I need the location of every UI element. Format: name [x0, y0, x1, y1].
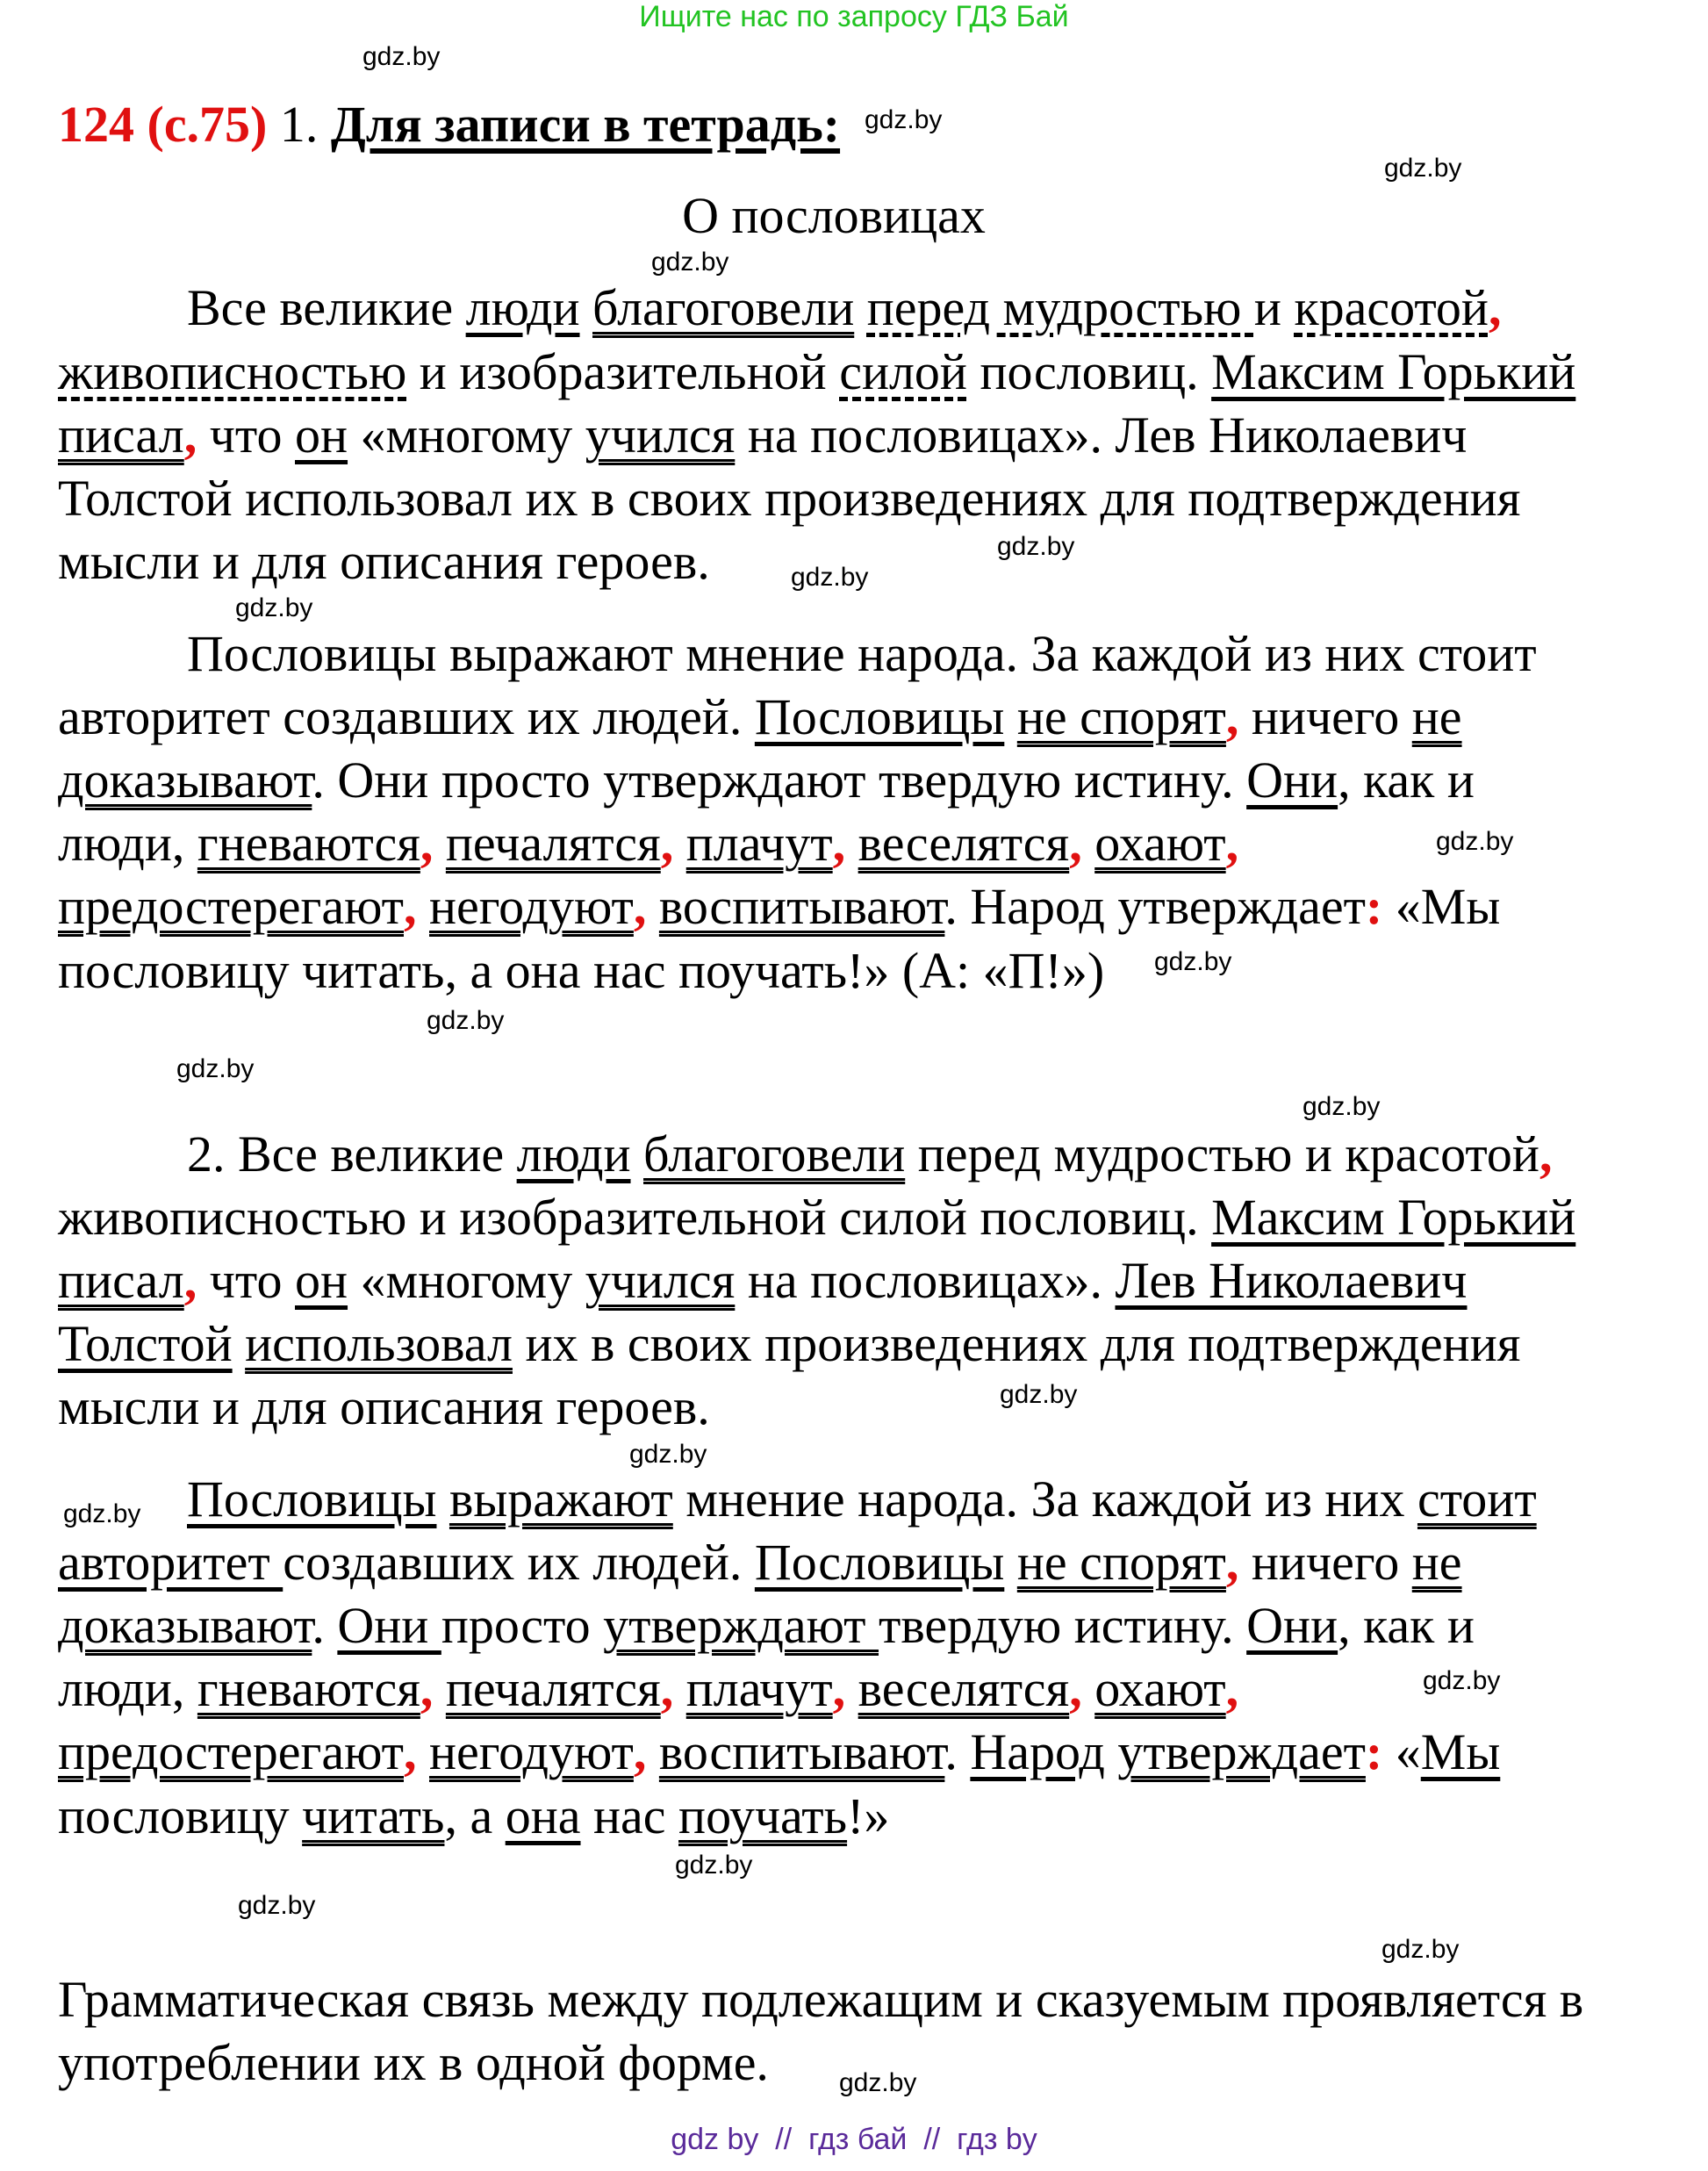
- text-segment: .: [944, 1723, 971, 1780]
- punctuation-mark: ,: [404, 1723, 417, 1780]
- predicate-word: утверждает: [1117, 1723, 1366, 1780]
- paragraph-4-line: [58, 1535, 1462, 1590]
- text-segment: Толстой использовал их в своих произведениях для подтверждения: [58, 470, 1521, 527]
- text-segment: [1082, 1660, 1095, 1717]
- text-segment: мнение народа. За каждой из них: [672, 1470, 1417, 1528]
- predicate-word: предостерегают: [58, 878, 404, 935]
- text-segment: . Народ утверждает: [944, 878, 1366, 935]
- predicate-word: воспитывают: [658, 1723, 945, 1780]
- paragraph-2-line: [58, 944, 1104, 998]
- text-segment: 2. Все великие: [187, 1125, 517, 1183]
- predicate-word: читать: [302, 1787, 445, 1844]
- subject-word: Пословицы: [754, 1534, 1005, 1591]
- text-segment: ничего: [1238, 1534, 1412, 1591]
- predicate-word: воспитывают: [658, 878, 945, 935]
- watermark-text: gdz.by: [1384, 154, 1462, 183]
- predicate-word: охают: [1094, 1660, 1226, 1717]
- predicate-word: доказывают: [58, 1597, 312, 1654]
- watermark-text: gdz.by: [238, 1891, 316, 1920]
- punctuation-mark: ,: [1225, 688, 1239, 745]
- paragraph-1-line: [58, 408, 1467, 463]
- punctuation-mark: ,: [1069, 1660, 1082, 1717]
- paragraph-3-line: [187, 1127, 1552, 1182]
- watermark-text: gdz.by: [1436, 827, 1514, 856]
- punctuation-mark: ,: [183, 1252, 197, 1309]
- text-segment: живописностью и изобразительной силой пословиц.: [58, 1189, 1212, 1246]
- paragraph-4-line: [187, 1472, 1537, 1527]
- subject-word: она: [505, 1787, 581, 1844]
- predicate-word: учился: [585, 406, 736, 464]
- text-segment: !»: [847, 1787, 890, 1844]
- subject-word: Народ: [970, 1723, 1105, 1780]
- text-segment: [646, 1723, 659, 1780]
- text-segment: нас: [580, 1787, 679, 1844]
- text-segment: люди,: [58, 815, 197, 872]
- subject-word: Они: [1246, 1597, 1338, 1654]
- predicate-word: предостерегают: [58, 1723, 404, 1780]
- watermark-text: gdz.by: [1000, 1380, 1078, 1409]
- predicate-word: гневаются: [197, 1660, 420, 1717]
- paragraph-2-line: [187, 627, 1537, 681]
- punctuation-mark: ,: [1225, 1534, 1239, 1591]
- punctuation-mark: ,: [660, 815, 674, 872]
- watermark-text: gdz.by: [1381, 1935, 1460, 1964]
- text-segment: [673, 1660, 686, 1717]
- text-segment: «многому: [348, 406, 585, 464]
- exercise-title: [58, 97, 840, 152]
- text-segment: мысли и для описания героев.: [58, 1378, 710, 1435]
- secondary-member-word: красотой: [1294, 279, 1489, 336]
- watermark-text: gdz.by: [997, 532, 1075, 561]
- text-segment: [1004, 1534, 1017, 1591]
- paragraph-2-line: [58, 753, 1475, 808]
- text-segment: [433, 1660, 446, 1717]
- watermark-text: gdz.by: [427, 1006, 505, 1035]
- subject-word: Лев Николаевич: [1115, 1252, 1468, 1309]
- subject-word: он: [295, 406, 348, 464]
- text-segment: и: [1253, 279, 1295, 336]
- predicate-word: печалятся: [445, 815, 661, 872]
- watermark-text: gdz.by: [651, 248, 729, 277]
- punctuation-mark: ,: [660, 1660, 674, 1717]
- text-segment: [433, 815, 446, 872]
- watermark-text: gdz.by: [362, 42, 441, 71]
- punctuation-mark: :: [1365, 1723, 1383, 1780]
- text-segment: пословицу читать, а она нас поучать!» (А: «П!»): [58, 942, 1105, 999]
- task-number: 1.: [279, 96, 319, 153]
- subject-word: Максим Горький: [1211, 1189, 1576, 1246]
- paragraph-4-line: [58, 1725, 1500, 1779]
- predicate-word: охают: [1094, 815, 1226, 872]
- text-segment: [417, 878, 430, 935]
- paragraph-2-line: [58, 880, 1500, 934]
- paragraph-3-line: [58, 1190, 1575, 1245]
- text-segment: «: [1382, 1723, 1421, 1780]
- text-segment: ничего: [1238, 688, 1412, 745]
- secondary-member-word: живописностью: [58, 343, 407, 400]
- predicate-word: писал: [58, 1252, 184, 1309]
- text-segment: создавших их людей.: [283, 1534, 755, 1591]
- text-segment: [854, 279, 867, 336]
- predicate-word: плачут: [685, 1660, 833, 1717]
- paragraph-1-line: [187, 281, 1501, 335]
- paragraph-4-line: [58, 1662, 1238, 1716]
- punctuation-mark: ,: [404, 878, 417, 935]
- text-segment: пословицу: [58, 1787, 303, 1844]
- predicate-word: стоит: [1417, 1470, 1537, 1528]
- text-segment: [1105, 1723, 1118, 1780]
- predicate-word: негодуют: [429, 878, 634, 935]
- watermark-text: gdz.by: [176, 1054, 255, 1083]
- text-segment: . Они просто утверждают твердую истину.: [312, 751, 1247, 809]
- subject-word: он: [295, 1252, 348, 1309]
- paragraph-3-line: [58, 1317, 1520, 1371]
- text-segment: [1082, 815, 1095, 872]
- text-segment: , а: [444, 1787, 506, 1844]
- predicate-word: писал: [58, 406, 184, 464]
- punctuation-mark: ,: [1488, 279, 1502, 336]
- text-segment: [436, 1470, 449, 1528]
- text-segment: что: [197, 406, 295, 464]
- watermark-text: gdz.by: [629, 1440, 707, 1469]
- text-segment: [417, 1723, 430, 1780]
- predicate-word: благоговели: [592, 279, 855, 336]
- footer-links: gdz by // гдз бай // гдз by: [671, 2123, 1037, 2156]
- paragraph-4-line: [58, 1599, 1475, 1653]
- punctuation-mark: ,: [1225, 815, 1239, 872]
- paragraph-3-line: [58, 1254, 1467, 1308]
- predicate-word: учился: [585, 1252, 736, 1309]
- punctuation-mark: ,: [832, 815, 846, 872]
- paragraph-1-line: [58, 535, 710, 589]
- subject-word: Они: [1246, 751, 1338, 809]
- text-segment: пословиц.: [966, 343, 1212, 400]
- paragraph-1-line: [58, 471, 1520, 526]
- punctuation-mark: ,: [1539, 1125, 1553, 1183]
- punctuation-mark: ,: [832, 1660, 846, 1717]
- subject-word: Максим Горький: [1211, 343, 1576, 400]
- predicate-word: не спорят: [1016, 688, 1226, 745]
- text-segment: их в своих произведениях для подтверждения: [512, 1315, 1521, 1372]
- subject-word: люди: [465, 279, 580, 336]
- predicate-word: не спорят: [1016, 1534, 1226, 1591]
- text-segment: твердую истину.: [879, 1597, 1247, 1654]
- predicate-word: плачут: [685, 815, 833, 872]
- text-segment: на пословицах».: [735, 1252, 1116, 1309]
- watermark-text: gdz.by: [63, 1499, 141, 1528]
- task-heading: Для записи в тетрадь:: [330, 96, 841, 153]
- text-segment: употреблении их в одной форме.: [58, 2034, 769, 2091]
- text-segment: просто: [441, 1597, 604, 1654]
- text-segment: перед мудростью и красотой: [905, 1125, 1539, 1183]
- paragraph-2-line: [58, 690, 1462, 744]
- predicate-word: гневаются: [197, 815, 420, 872]
- predicate-word: благоговели: [643, 1125, 906, 1183]
- paragraph-4-line: [58, 1789, 889, 1844]
- subject-word: люди: [516, 1125, 631, 1183]
- subject-word: авторитет: [58, 1534, 283, 1591]
- paragraph-1-line: [58, 345, 1575, 399]
- punctuation-mark: ,: [420, 1660, 434, 1717]
- predicate-word: утверждают: [603, 1597, 879, 1654]
- predicate-word: не: [1411, 688, 1462, 745]
- watermark-text: gdz.by: [791, 563, 869, 592]
- conclusion-line: [58, 2036, 769, 2090]
- predicate-word: веселятся: [858, 1660, 1070, 1717]
- watermark-text: gdz.by: [1423, 1666, 1501, 1695]
- text-segment: мысли и для описания героев.: [58, 533, 710, 590]
- text-segment: Пословицы выражают мнение народа. За каждой из них стоит: [187, 625, 1537, 682]
- text-segment: авторитет создавших их людей.: [58, 688, 755, 745]
- predicate-word: печалятся: [445, 1660, 661, 1717]
- text-segment: люди,: [58, 1660, 197, 1717]
- predicate-word: поучать: [678, 1787, 848, 1844]
- subject-word: Они: [337, 1597, 441, 1654]
- punctuation-mark: :: [1365, 878, 1383, 935]
- paragraph-3-line: [58, 1380, 710, 1434]
- watermark-text: gdz.by: [1303, 1092, 1381, 1121]
- paragraph-2-line: [58, 816, 1238, 871]
- text-segment: и изобразительной: [406, 343, 840, 400]
- text-segment: .: [312, 1597, 338, 1654]
- search-hint-header: Ищите нас по запросу ГДЗ Бай: [639, 0, 1069, 33]
- subject-word: Толстой: [58, 1315, 233, 1372]
- watermark-text: gdz.by: [1154, 947, 1232, 976]
- predicate-word: веселятся: [858, 815, 1070, 872]
- subject-word: Мы: [1420, 1723, 1501, 1780]
- predicate-word: негодуют: [429, 1723, 634, 1780]
- text-segment: [646, 878, 659, 935]
- text-segment: что: [197, 1252, 295, 1309]
- watermark-text: gdz.by: [235, 593, 313, 622]
- text-segment: Все великие: [187, 279, 466, 336]
- text-title: О пословицах: [682, 187, 986, 244]
- predicate-word: не: [1411, 1534, 1462, 1591]
- subject-word: Пословицы: [754, 688, 1005, 745]
- punctuation-mark: ,: [633, 878, 647, 935]
- punctuation-mark: ,: [633, 1723, 647, 1780]
- punctuation-mark: ,: [420, 815, 434, 872]
- conclusion-line: [58, 1973, 1583, 2027]
- text-segment: [233, 1315, 246, 1372]
- text-segment: [673, 815, 686, 872]
- secondary-member-word: перед мудростью: [866, 279, 1254, 336]
- punctuation-mark: ,: [1225, 1660, 1239, 1717]
- text-segment: [1004, 688, 1017, 745]
- text-segment: «Мы: [1382, 878, 1501, 935]
- text-segment: [845, 815, 858, 872]
- text-segment: [845, 1660, 858, 1717]
- predicate-word: использовал: [245, 1315, 513, 1372]
- text-segment: [580, 279, 593, 336]
- text-segment: [631, 1125, 644, 1183]
- secondary-member-word: силой: [839, 343, 967, 400]
- punctuation-mark: ,: [183, 406, 197, 464]
- text-segment: «многому: [348, 1252, 585, 1309]
- text-segment: , как и: [1338, 751, 1475, 809]
- text-segment: на пословицах». Лев Николаевич: [735, 406, 1468, 464]
- subject-word: Пословицы: [187, 1470, 437, 1528]
- punctuation-mark: ,: [1069, 815, 1082, 872]
- watermark-text: gdz.by: [865, 105, 943, 134]
- watermark-text: gdz.by: [675, 1851, 753, 1880]
- text-segment: Грамматическая связь между подлежащим и сказуемым проявляется в: [58, 1971, 1584, 2028]
- predicate-word: доказывают: [58, 751, 312, 809]
- predicate-word: выражают: [449, 1470, 673, 1528]
- exercise-number: 124 (с.75): [58, 96, 268, 153]
- watermark-text: gdz.by: [839, 2068, 917, 2097]
- text-segment: , как и: [1338, 1597, 1475, 1654]
